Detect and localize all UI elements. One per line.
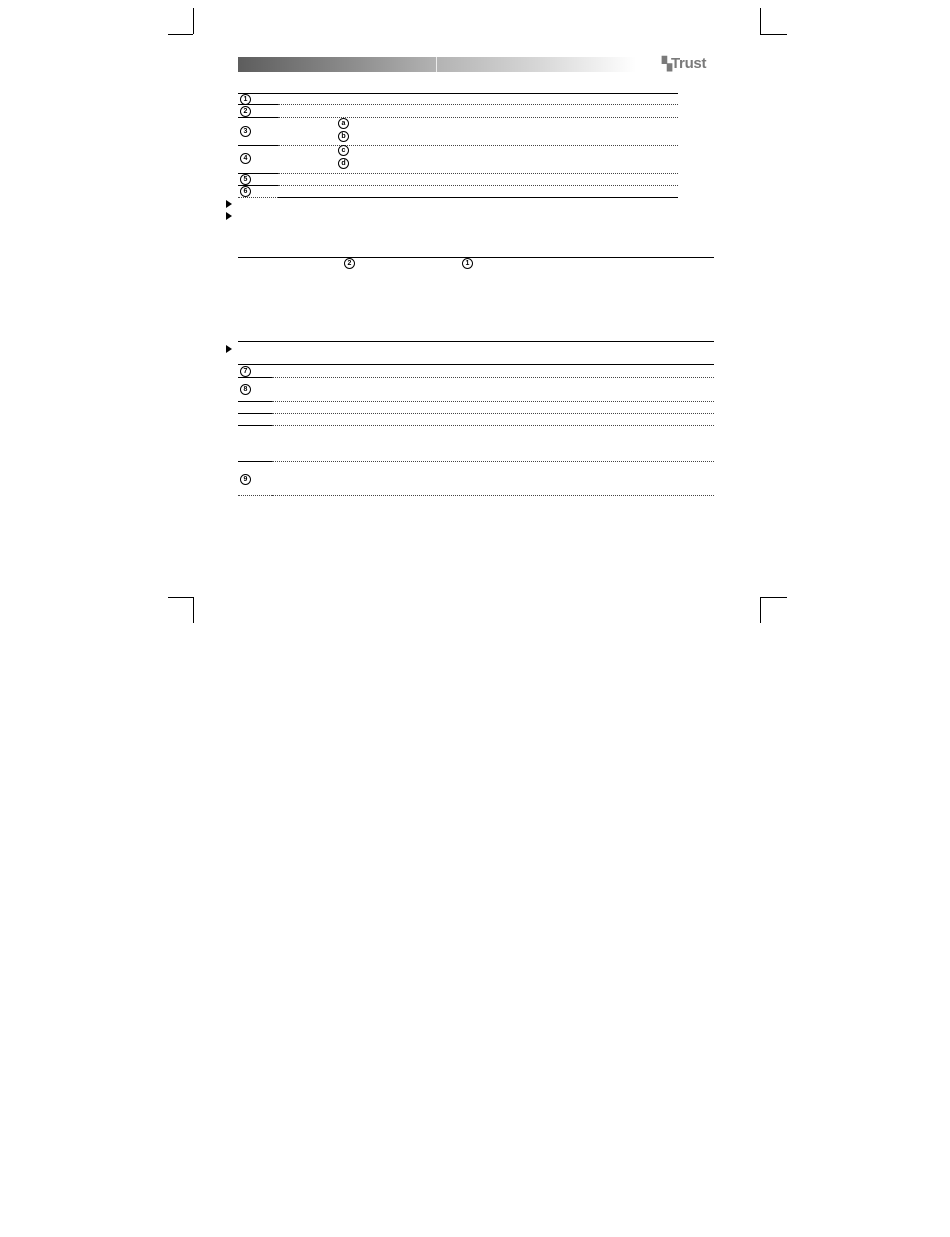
table1-badge-3: 3: [240, 126, 251, 137]
table1-row3-rule: [278, 145, 678, 146]
table2-row3-rule: [272, 413, 714, 414]
table2-row1-rule: [272, 377, 714, 378]
crop-mark-bottom-right-h: [760, 597, 787, 598]
crop-mark-top-right-v: [760, 8, 761, 34]
table1-subbadge-b: b: [338, 131, 349, 142]
trust-logo-icon: ▚: [662, 56, 670, 71]
table2-row5-rule: [272, 461, 714, 462]
table2-row2-rule-left: [238, 401, 272, 402]
table1-row2-rule-left: [238, 117, 278, 118]
crop-mark-bottom-left-h: [168, 597, 193, 598]
trust-logo: [662, 55, 706, 72]
crop-mark-top-right-h: [760, 34, 787, 35]
section2-bottom-rule: [238, 341, 714, 342]
table1-bottom-rule: [278, 197, 678, 198]
table1-badge-1: 1: [240, 94, 251, 105]
table1-subbadge-a: a: [338, 118, 349, 129]
header-band-divider: [436, 57, 437, 72]
table1-bottom-rule-left: [238, 197, 278, 198]
table1-row1-rule: [278, 104, 678, 105]
section2-top-rule: [238, 257, 714, 258]
table2-row4-rule: [272, 425, 714, 426]
table1-row4-rule: [278, 173, 678, 174]
header-gradient-band: [238, 57, 636, 72]
table1-subbadge-d: d: [338, 158, 349, 169]
table2-top-rule: [238, 364, 714, 365]
bullet-arrow-3: [226, 345, 232, 353]
table1-row3-rule-left: [238, 145, 278, 146]
table1-top-rule: [238, 93, 678, 94]
table2-row2-rule: [272, 401, 714, 402]
crop-mark-top-left-v: [193, 8, 194, 34]
table2-badge-8: 8: [240, 384, 251, 395]
table2-row5-rule-left: [238, 461, 272, 462]
table1-subbadge-c: c: [338, 145, 349, 156]
table2-row1-rule-left: [238, 377, 272, 378]
bullet-arrow-1: [226, 200, 232, 208]
table1-row1-rule-left: [238, 104, 278, 105]
crop-mark-bottom-left-v: [193, 597, 194, 623]
table2-bottom-rule: [272, 495, 714, 496]
table1-row5-rule: [278, 185, 678, 186]
table2-badge-7: 7: [240, 366, 251, 377]
table1-badge-2: 2: [240, 106, 251, 117]
table2-row3-rule-left: [238, 413, 272, 414]
crop-mark-top-left-h: [168, 34, 193, 35]
crop-mark-bottom-right-v: [760, 597, 761, 623]
table2-bottom-rule-left: [238, 495, 272, 496]
section2-badge-1: 1: [462, 258, 473, 269]
trust-logo-text: Trust: [671, 55, 707, 72]
bullet-arrow-2: [226, 212, 232, 220]
table1-badge-6: 6: [240, 186, 251, 197]
table1-badge-4: 4: [240, 153, 251, 164]
table1-row2-rule: [278, 117, 678, 118]
section2-badge-2: 2: [344, 258, 355, 269]
table2-badge-9: 9: [240, 474, 251, 485]
table2-row4-rule-left: [238, 425, 272, 426]
table1-badge-5: 5: [240, 174, 251, 185]
